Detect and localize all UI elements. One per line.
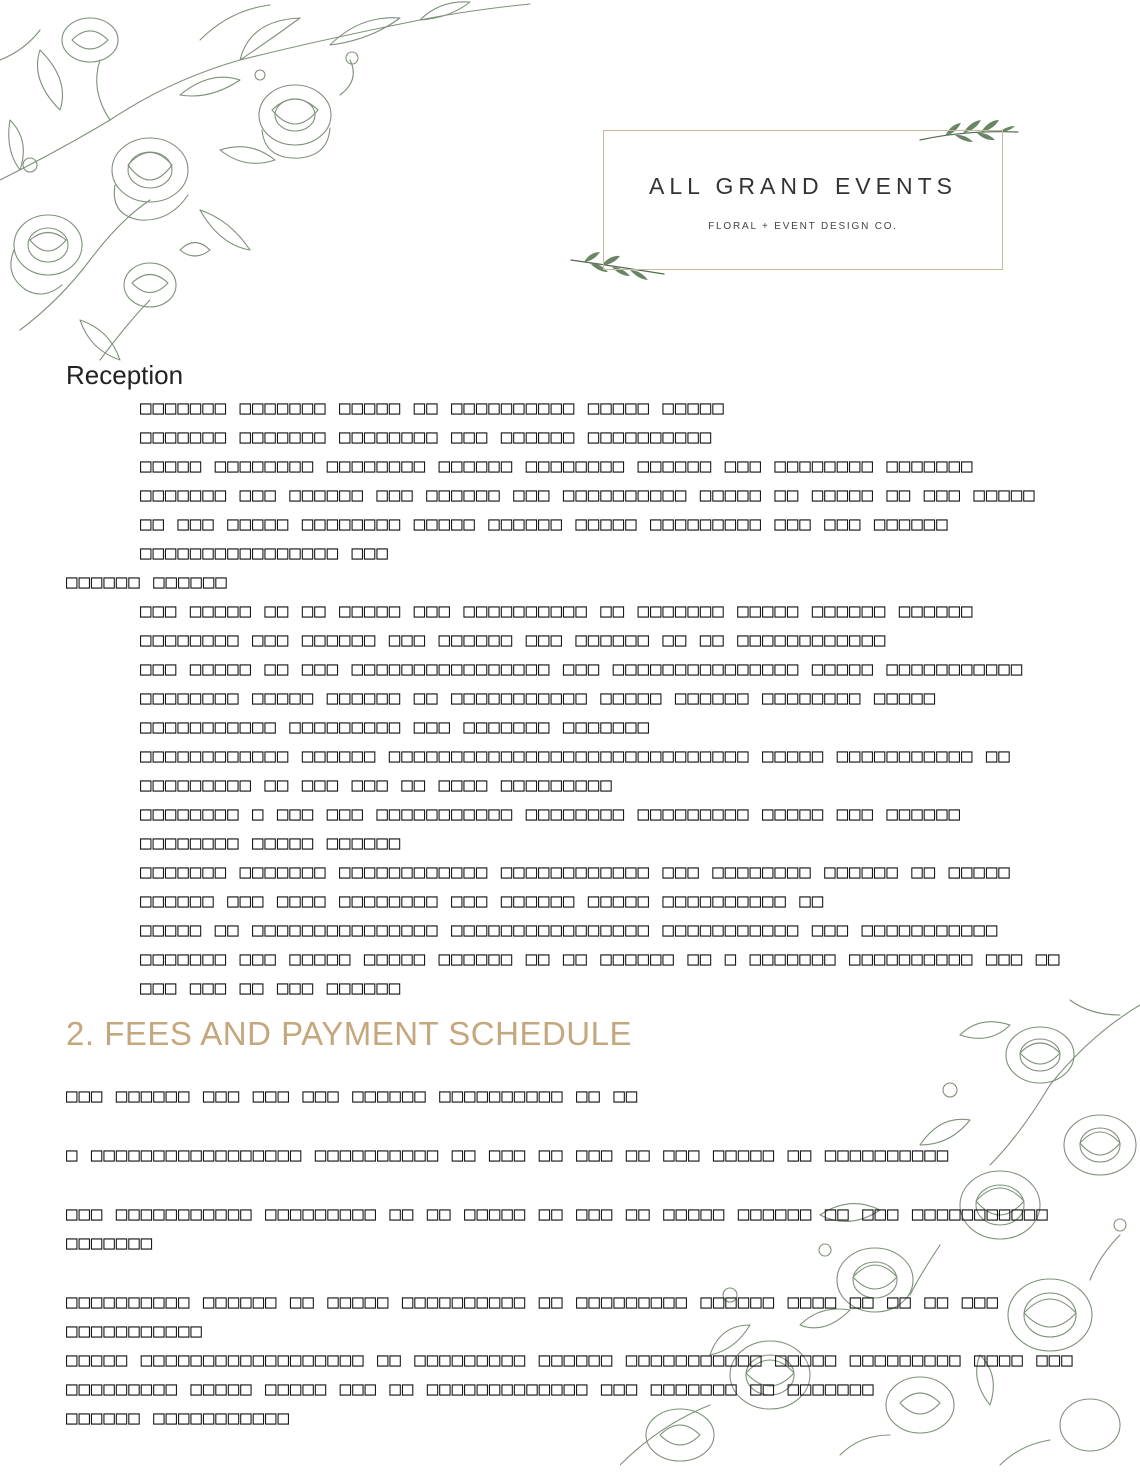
list-item-text: □□□ □□□□□ □□ □□ □□□□□ □□□ □□□□□□□□□□ □□ □□□□□□□ □□□□□ □□□□□□ □□□□□□ □□□□□□□□ □□□ □□□□□□ □□□ □□□□□□ □□□ □□□□□□ □□ □□ □□□□□□□□□□□□ bbox=[140, 600, 974, 651]
logo-tagline: FLORAL + EVENT DESIGN CO. bbox=[708, 221, 898, 232]
paragraph: □□□□□□□□□□ □□□□□□ □□ □□□□□ □□□□□□□□□□ □□ □□□□□□□□□ □□□□□□ □□□□ □□ □□ □□ □□□ □□□□□□□□□□□ □□□□□ □□□□□□□□□□□□□□□□□□ □□ □□□□□□□□□ □□□□□□ □□□□□□□□□□□ □□□□□ □□□□□□□□□ □□□□ □□□ □□□□□□□□□ □□□□□ □□□□□ □□□ □□ □□□□□□□□□□□□□ □□□ □□□□□□□ □□ □□□□□□□ □□□□□□ □□□□□□□□□□□ bbox=[66, 1291, 1074, 1429]
list-item bbox=[66, 394, 1066, 423]
list-item bbox=[66, 423, 1066, 452]
company-logo bbox=[603, 130, 1003, 270]
list-item-text: □□□□□ □□ □□□□□□□□□□□□□□□ □□□□□□□□□□□□□□□□ □□□□□□□□□□□ □□□ □□□□□□□□□□□ □□□□□□□ □□□ □□□□□ □□□□□ □□□□□□ □□ □□ □□□□□□ □□ □ □□□□□□□ □□□□□□□□□□ □□□ □□ □□□ □□□ □□ □□□ □□□□□□ bbox=[140, 919, 1061, 999]
list-item-text: □□□□□□□ □□□□□□□ □□□□□ □□ □□□□□□□□□□ □□□□□ □□□□□ bbox=[140, 397, 725, 419]
paragraph: □□□ □□□□□□ □□□ □□□ □□□ □□□□□□ □□□□□□□□□□ □□ □□ bbox=[66, 1085, 639, 1107]
list-item-text: □□□□□□□ □□□□□□□ □□□□□□□□ □□□ □□□□□□ □□□□□□□□□□ bbox=[140, 426, 713, 448]
list-item-text: □□□□□ □□□□□□□□ □□□□□□□□ □□□□□□ □□□□□□□□ □□□□□□ □□□ □□□□□□□□ □□□□□□□ bbox=[140, 455, 974, 477]
list-item bbox=[66, 858, 1066, 916]
reception-bullet-list bbox=[66, 394, 1066, 1003]
paragraph: □□□ □□□□□□□□□□□ □□□□□□□□□ □□ □□ □□□□□ □□ □□□ □□ □□□□□ □□□□□□ □□ □□□ □□□□□□□□□□□ □□□□□□□ bbox=[66, 1203, 1049, 1254]
paragraph: □ □□□□□□□□□□□□□□□□□ □□□□□□□□□□ □□ □□□ □□ □□□ □□ □□□ □□□□□ □□ □□□□□□□□□□ bbox=[66, 1144, 950, 1166]
list-item bbox=[66, 597, 1066, 655]
list-item-text: □□□□□□□□ □ □□□ □□□ □□□□□□□□□□□ □□□□□□□□ □□□□□□□□□ □□□□□ □□□ □□□□□□ □□□□□□□□ □□□□□ □□□□□□ bbox=[140, 803, 961, 854]
logo-company-name: ALL GRAND EVENTS bbox=[649, 173, 957, 199]
list-item bbox=[66, 452, 1066, 481]
list-item-text: □□□□□□□□□□□□ □□□□□□ □□□□□□□□□□□□□□□□□□□□□□□□□□□□□ □□□□□ □□□□□□□□□□□ □□ □□□□□□□□□ □□ □□□ □□□ □□ □□□□ □□□□□□□□□ bbox=[140, 745, 1011, 796]
list-item bbox=[66, 742, 1066, 800]
list-item bbox=[66, 655, 1066, 742]
list-item-text: □□□□□□□ □□□ □□□□□□ □□□ □□□□□□ □□□ □□□□□□□□□□ □□□□□ □□ □□□□□ □□ □□□ □□□□□ □□ □□□ □□□□□ □□□□□□□□ □□□□□ □□□□□□ □□□□□ □□□□□□□□□ □□□ □□□ □□□□□□ □□□□□□□□□□□□□□□□ □□□ bbox=[140, 484, 1036, 564]
list-item-overflow-text: □□□□□□ □□□□□□ bbox=[66, 571, 228, 593]
fees-heading: 2. FEES AND PAYMENT SCHEDULE bbox=[66, 1015, 632, 1052]
list-item bbox=[66, 916, 1066, 1003]
list-item-text: □□□□□□□ □□□□□□□ □□□□□□□□□□□□ □□□□□□□□□□□□ □□□ □□□□□□□□ □□□□□□ □□ □□□□□ □□□□□□ □□□ □□□□ □□□□□□□□ □□□ □□□□□□ □□□□□ □□□□□□□□□□ □□ bbox=[140, 861, 1011, 912]
fees-paragraphs bbox=[66, 1082, 1076, 1463]
list-item bbox=[66, 481, 1066, 597]
list-item-text: □□□ □□□□□ □□ □□□ □□□□□□□□□□□□□□□□ □□□ □□□□□□□□□□□□□□□ □□□□□ □□□□□□□□□□□ □□□□□□□□ □□□□□ □□□□□□ □□ □□□□□□□□□□□ □□□□□ □□□□□□ □□□□□□□□ □□□□□ □□□□□□□□□□□ □□□□□□□□□ □□□ □□□□□□□ □□□□□□□ bbox=[140, 658, 1024, 738]
reception-heading: Reception bbox=[66, 360, 184, 390]
list-item bbox=[66, 800, 1066, 858]
floral-illustration-top-left bbox=[0, 0, 540, 370]
